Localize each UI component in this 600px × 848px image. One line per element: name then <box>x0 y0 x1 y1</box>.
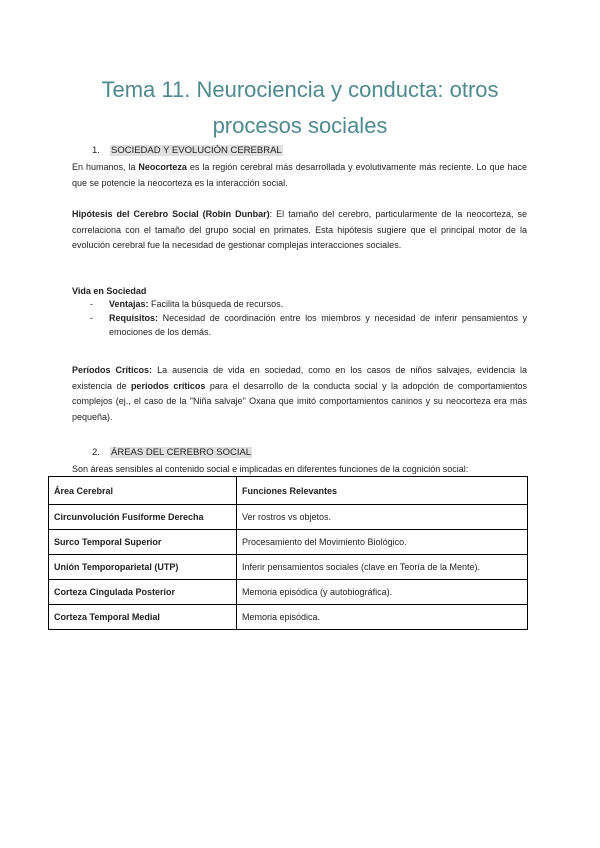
text-run: En humanos, la <box>72 162 139 172</box>
bold-term: Hipótesis del Cerebro Social (Robin Dunbar) <box>72 209 270 219</box>
table-row <box>49 530 528 555</box>
section-number: 1. <box>92 145 100 156</box>
table-cell-area: Surco Temporal Superior <box>49 530 237 555</box>
paragraph-areas-intro: Son áreas sensibles al contenido social e implicadas en diferentes funciones de la cognición social: <box>72 464 469 474</box>
column-header: Área Cerebral <box>49 477 237 505</box>
bold-term: Períodos Críticos: <box>72 365 153 375</box>
paragraph-hipotesis <box>72 207 527 254</box>
table-header-row <box>49 477 528 505</box>
text-run: La ausencia de vida en sociedad, como en los casos de niños salvajes, evidencia la existencia de <box>72 365 528 391</box>
section-number: 2. <box>92 447 100 458</box>
table-row <box>49 605 528 630</box>
paragraph-periodos-criticos <box>72 363 527 425</box>
page-title: Tema 11. Neurociencia y conducta: otros procesos sociales <box>101 77 499 138</box>
table-cell-function: Inferir pensamientos sociales (clave en Teoría de la Mente). <box>237 555 528 580</box>
bold-term: Neocorteza <box>138 162 187 172</box>
bold-term: períodos críticos <box>130 380 206 391</box>
table-cell-area: Corteza Cingulada Posterior <box>49 580 237 605</box>
table-cell-function: Procesamiento del Movimiento Biológico. <box>237 530 528 555</box>
dash-bullet: - <box>90 313 93 323</box>
section-heading-1 <box>92 145 283 156</box>
section-title: SOCIEDAD Y EVOLUCIÓN CEREBRAL <box>111 145 282 156</box>
table-cell-function: Ver rostros vs objetos. <box>237 505 528 530</box>
table-cell-area: Unión Temporoparietal (UTP) <box>49 555 237 580</box>
table-cell-function: Memoria episódica. <box>237 605 528 630</box>
table-row <box>49 580 528 605</box>
text-run: es la región cerebral más desarrollada y evolutivamente más reciente. Lo que hace que se potencie la neocorteza es la interacción social. <box>72 162 527 188</box>
table-row <box>49 555 528 580</box>
table-row <box>49 505 528 530</box>
section-heading-2 <box>92 447 252 458</box>
table-cell-function: Memoria episódica (y autobiográfica). <box>237 580 528 605</box>
subheading-vida-en-sociedad: Vida en Sociedad <box>72 286 147 296</box>
item-label: Ventajas: <box>109 299 149 309</box>
table-cell-area: Corteza Temporal Medial <box>49 605 237 630</box>
section-title: ÁREAS DEL CEREBRO SOCIAL <box>111 447 252 458</box>
item-label: Requisitos: <box>109 313 159 323</box>
dash-bullet: - <box>90 299 93 309</box>
item-text: Necesidad de coordinación entre los miembros y necesidad de inferir pensamientos y emociones de los demás. <box>109 313 527 337</box>
table-cell-area: Circunvolución Fusiforme Derecha <box>49 505 237 530</box>
list-item <box>72 311 527 339</box>
list-item <box>72 297 527 311</box>
paragraph-neocorteza <box>72 160 527 191</box>
item-text: Facilita la búsqueda de recursos. <box>148 299 284 309</box>
brain-areas-table <box>48 476 528 630</box>
vida-list <box>72 297 527 339</box>
text-run: : El tamaño del cerebro, particularmente de la neocorteza, se correlaciona con el tamaño del grupo social en primates. Esta hipótesis sugiere que el principal motor de la evolución cerebral fue la necesidad de gestionar complejas interacciones sociales. <box>72 209 527 250</box>
column-header: Funciones Relevantes <box>237 477 528 505</box>
text-run: para el desarrollo de la conducta social y la adopción de comportamientos complejos (ej., el caso de la "Niña salvaje" Oxana que imitó comportamientos caninos y su neocorteza era más pequeña). <box>72 380 527 422</box>
